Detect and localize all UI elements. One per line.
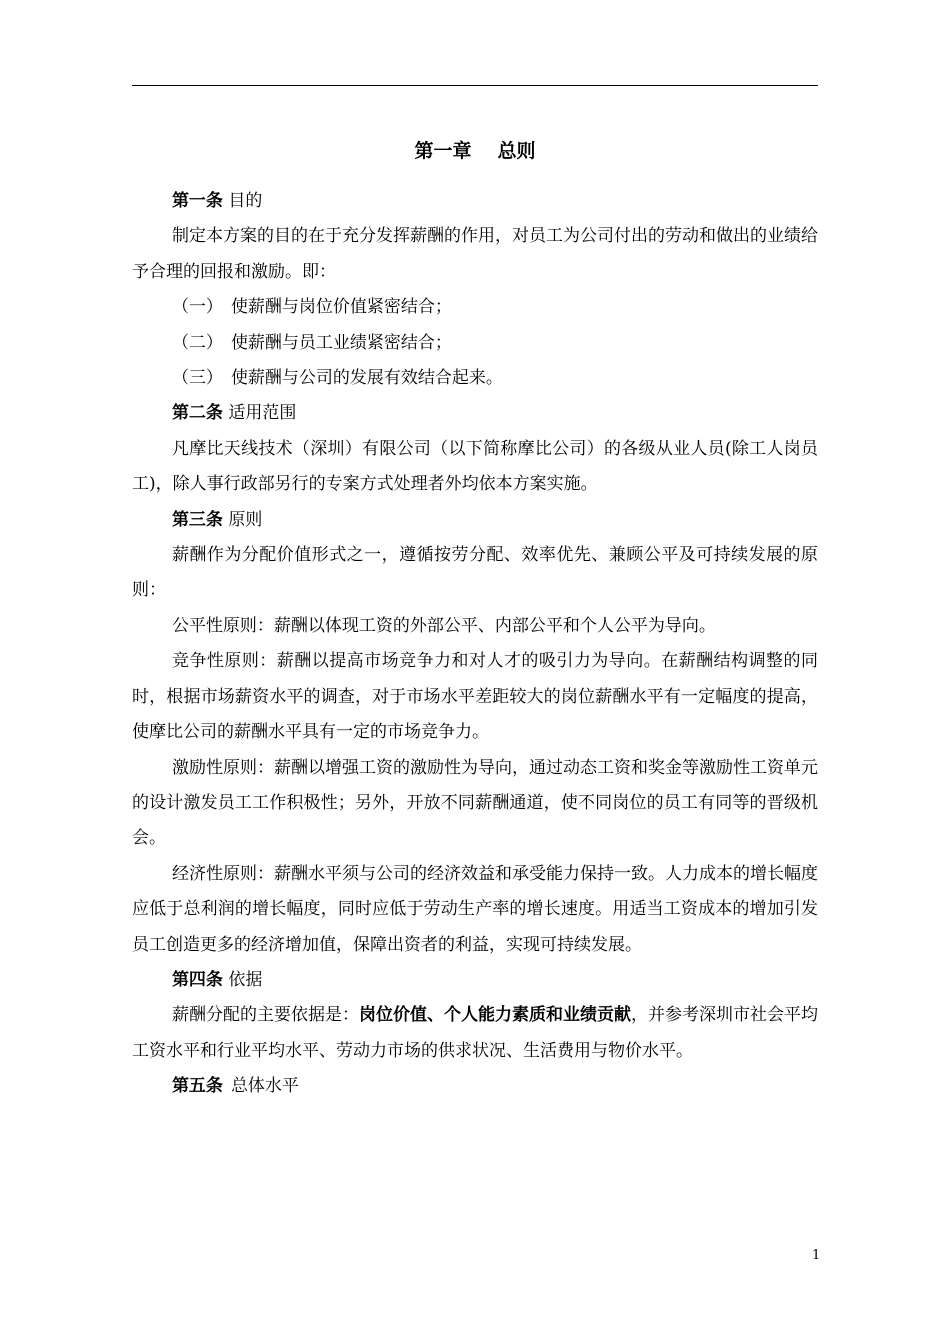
principle-competitiveness: 竞争性原则：薪酬以提高市场竞争力和对人才的吸引力为导向。在薪酬结构调整的同时，根据市场薪资水平的调查，对于市场水平差距较大的岗位薪酬水平有一定幅度的提高，使摩比公司的薪酬水平具有一定的市场竞争力。	[132, 651, 818, 743]
principle-fairness: 公平性原则：薪酬以体现工资的外部公平、内部公平和个人公平为导向。	[171, 615, 716, 636]
article-4-text-emphasis: 岗位价值、个人能力素质和业绩贡献	[358, 1005, 631, 1026]
article-label: 第五条	[171, 1076, 223, 1097]
list-item-text: 使薪酬与公司的发展有效结合起来。	[230, 368, 503, 389]
article-label: 第一条	[171, 191, 223, 211]
article-1-heading	[132, 184, 818, 219]
article-label: 第二条	[171, 403, 223, 424]
principle-incentive: 激励性原则：薪酬以增强工资的激励性为导向，通过动态工资和奖金等激励性工资单元的设计激发员工工作积极性；另外，开放不同薪酬通道，使不同岗位的员工有同等的晋级机会。	[132, 757, 818, 849]
article-title: 总体水平	[230, 1076, 299, 1097]
article-3-heading	[132, 503, 818, 538]
article-label: 第三条	[171, 509, 223, 530]
list-item-text: 使薪酬与岗位价值紧密结合；	[230, 297, 452, 318]
chapter-name: 总则	[497, 140, 536, 162]
header-rule	[132, 85, 818, 86]
list-item	[132, 361, 818, 396]
article-5-heading	[132, 1069, 818, 1104]
list-item-number: （三）	[171, 368, 223, 389]
article-2-text: 凡摩比天线技术（深圳）有限公司（以下简称摩比公司）的各级从业人员(除工人岗员工)，除人事行政部另行的专案方式处理者外均依本方案实施。	[132, 438, 818, 495]
list-item-number: （一）	[171, 297, 223, 318]
article-4-text	[132, 998, 818, 1069]
article-4-heading	[132, 963, 818, 998]
article-2-heading	[132, 396, 818, 431]
article-4-text-pre: 薪酬分配的主要依据是：	[171, 1005, 359, 1026]
article-title: 目的	[228, 191, 263, 211]
article-title: 依据	[228, 969, 263, 990]
chapter-title	[132, 137, 818, 165]
article-1-intro: 制定本方案的目的在于充分发挥薪酬的作用，对员工为公司付出的劳动和做出的业绩给予合理的回报和激励。即：	[132, 226, 818, 282]
chapter-number: 第一章	[414, 140, 472, 162]
principle-economy: 经济性原则：薪酬水平须与公司的经济效益和承受能力保持一致。人力成本的增长幅度应低于总利润的增长幅度，同时应低于劳动生产率的增长速度。用适当工资成本的增加引发员工创造更多的经济增加值，保障出资者的利益，实现可持续发展。	[132, 863, 818, 955]
article-label: 第四条	[171, 969, 223, 990]
list-item-number: （二）	[171, 332, 223, 353]
list-item	[132, 290, 818, 325]
article-title: 原则	[228, 509, 263, 530]
list-item-text: 使薪酬与员工业绩紧密结合；	[230, 332, 452, 353]
page-number: 1	[812, 1248, 821, 1263]
document-body	[132, 184, 818, 1105]
article-4-text-post: ，并参考深圳市社会平均工资水平和行业平均水平、劳动力市场的供求状况、生活费用与物价水平。	[132, 1005, 819, 1061]
list-item	[132, 326, 818, 361]
article-title: 适用范围	[228, 403, 297, 424]
article-3-intro: 薪酬作为分配价值形式之一，遵循按劳分配、效率优先、兼顾公平及可持续发展的原则：	[132, 545, 818, 601]
